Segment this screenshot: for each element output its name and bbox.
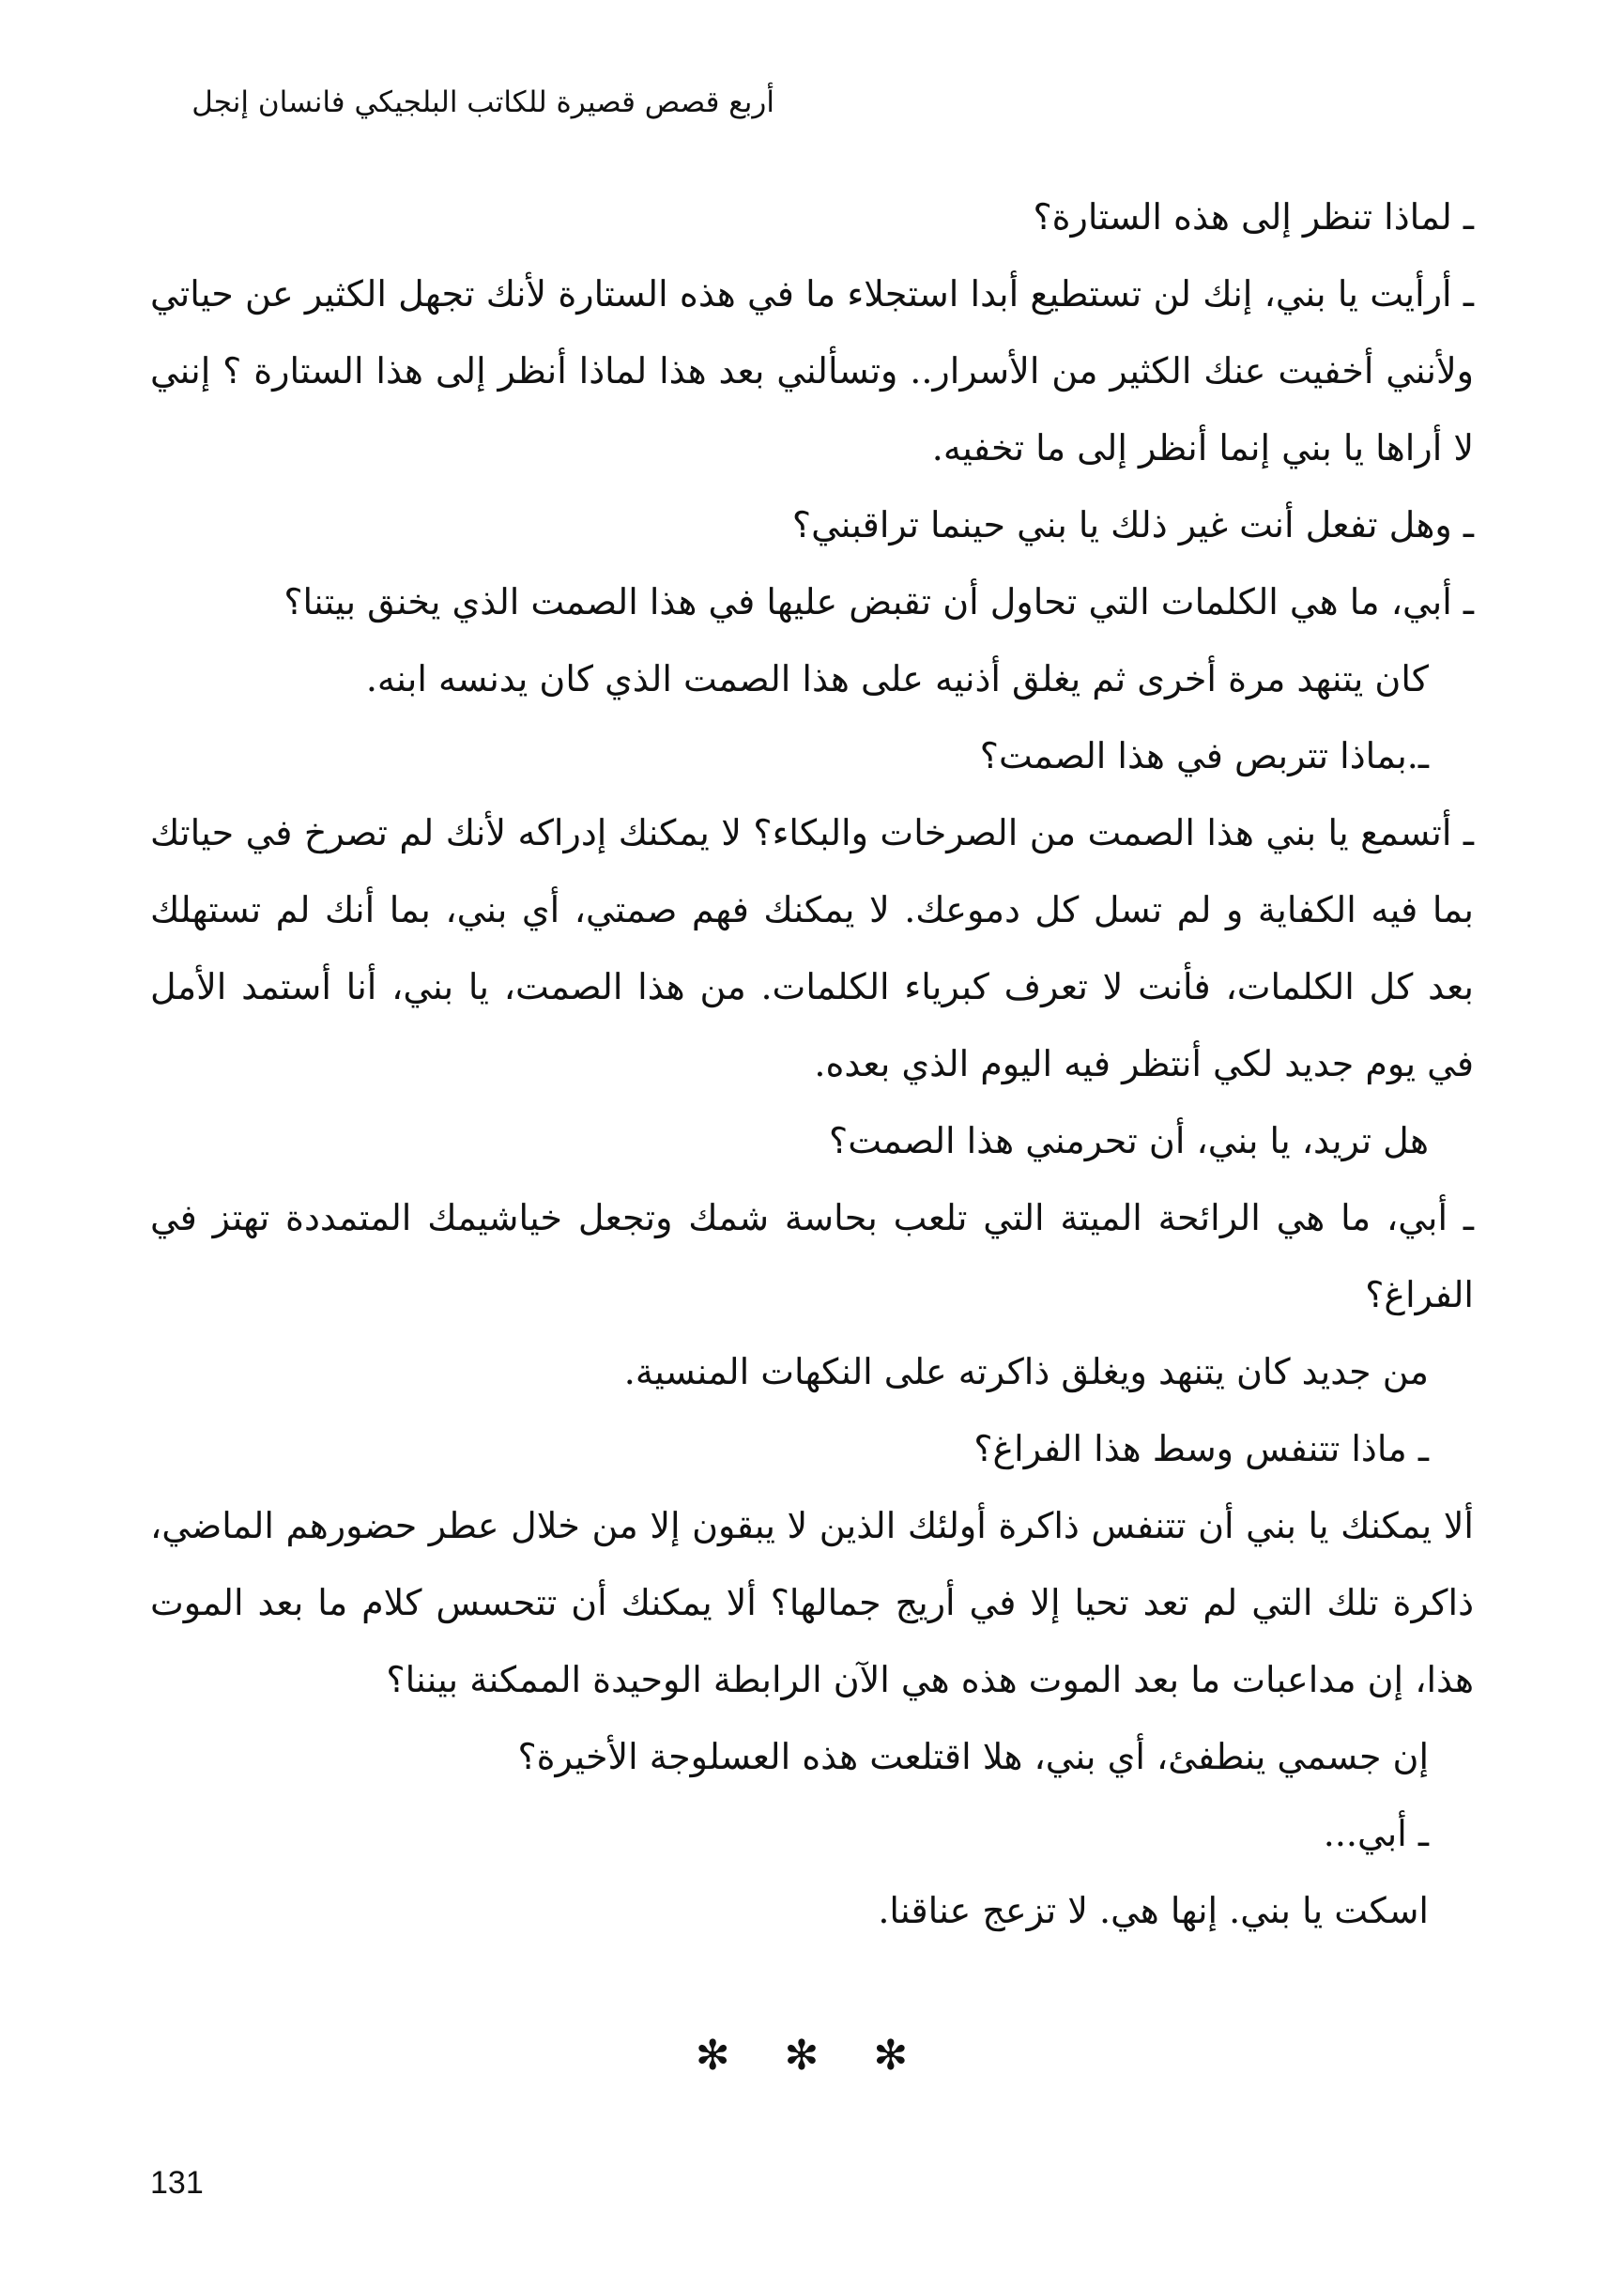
paragraph: ـ أبي، ما هي الرائحة الميتة التي تلعب بحاسة شمك وتجعل خياشيمك المتمددة تهتز في الفراغ؟ (150, 1197, 1474, 1315)
paragraph: ـ.بماذا تتربص في هذا الصمت؟ (979, 735, 1429, 776)
section-separator-asterisks: ✻ ✻ ✻ (695, 2032, 929, 2080)
paragraph: ـ أبي... (1323, 1813, 1429, 1854)
paragraph: ـ أتسمع يا بني هذا الصمت من الصرخات والبكاء؟ لا يمكنك إدراكه لأنك لم تصرخ في حياتك بما فيه الكفاية و لم تسل كل دموعك. لا يمكنك فهم صمتي، أي بني، بما أنك لم تستهلك بعد كل الكلمات، فأنت لا تعرف كبرياء الكلمات. من هذا الصمت، يا بني، أنا أستمد الأمل في يوم جديد لكي أنتظر فيه اليوم الذي بعده. (150, 812, 1474, 1084)
paragraph: كان يتنهد مرة أخرى ثم يغلق أذنيه على هذا الصمت الذي كان يدنسه ابنه. (365, 658, 1429, 699)
paragraph: ـ وهل تفعل أنت غير ذلك يا بني حينما تراقبني؟ (791, 504, 1474, 545)
running-header: أربع قصص قصيرة للكاتب البلجيكي فانسان إنجل (192, 85, 774, 119)
paragraph: ـ أرأيت يا بني، إنك لن تستطيع أبدا استجلاء ما في هذه الستارة لأنك تجهل الكثير عن حياتي ولأنني أخفيت عنك الكثير من الأسرار.. وتسألني بعد هذا لماذا أنظر إلى هذا الستارة ؟ إنني لا أراها يا بني إنما أنظر إلى ما تخفيه. (150, 273, 1474, 468)
paragraph: من جديد كان يتنهد ويغلق ذاكرته على النكهات المنسية. (623, 1351, 1429, 1392)
body-text (150, 178, 1474, 1949)
paragraph: ـ أبي، ما هي الكلمات التي تحاول أن تقبض عليها في هذا الصمت الذي يخنق بيتنا؟ (283, 581, 1474, 622)
paragraph: إن جسمي ينطفئ، أي بني، هلا اقتلعت هذه العسلوجة الأخيرة؟ (517, 1736, 1429, 1777)
paragraph: ـ ماذا تتنفس وسط هذا الفراغ؟ (973, 1428, 1429, 1469)
paragraph: اسكت يا بني. إنها هي. لا تزعج عناقنا. (878, 1890, 1429, 1931)
page-number: 131 (150, 2165, 204, 2201)
paragraph: هل تريد، يا بني، أن تحرمني هذا الصمت؟ (829, 1120, 1429, 1161)
paragraph: ـ لماذا تنظر إلى هذه الستارة؟ (1033, 196, 1474, 238)
paragraph: ألا يمكنك يا بني أن تتنفس ذاكرة أولئك الذين لا يبقون إلا من خلال عطر حضورهم الماضي، ذاكرة تلك التي لم تعد تحيا إلا في أريج جمالها؟ ألا يمكنك أن تتحسس كلام ما بعد الموت هذا، إن مداعبات ما بعد الموت هذه هي الآن الرابطة الوحيدة الممكنة بيننا؟ (150, 1505, 1474, 1700)
